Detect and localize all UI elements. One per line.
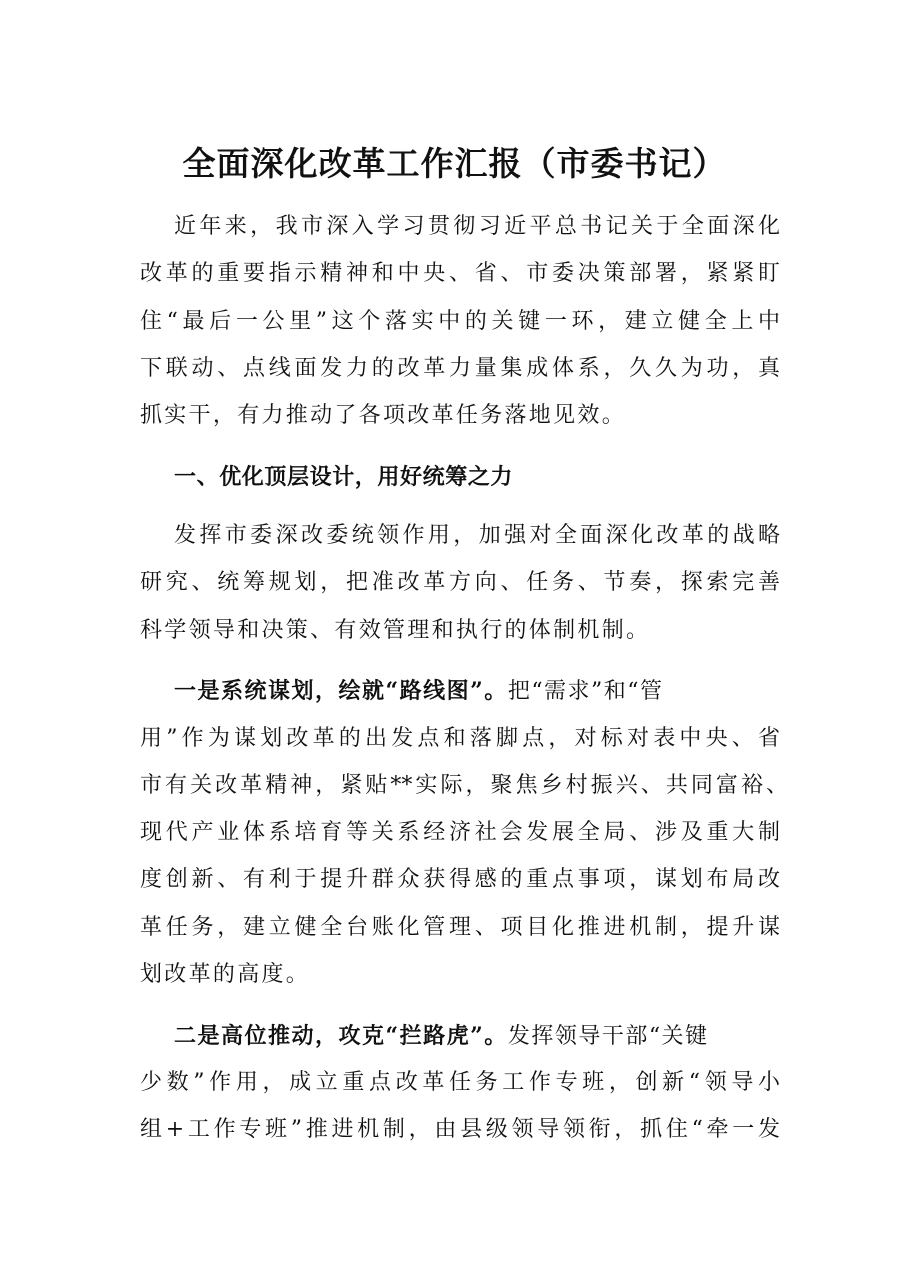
section1-line-1: 发挥市委深改委统领作用，加强对全面深化改革的战略	[174, 523, 780, 548]
section1-line-3: 科学领导和决策、有效管理和执行的体制机制。	[140, 618, 651, 643]
point2-first-line-rest: 发挥领导干部“关键	[507, 1024, 709, 1049]
point1-first-line-rest: 把“需求”和“管	[507, 679, 664, 704]
intro-line-3: 住“最后一公里”这个落实中的关键一环，建立健全上中	[140, 309, 780, 334]
intro-line-1: 近年来，我市深入学习贯彻习近平总书记关于全面深化	[174, 214, 780, 239]
intro-line-2: 改革的重要指示精神和中央、省、市委决策部署，紧紧盯	[140, 261, 780, 286]
point1-line-6: 革任务，建立健全台账化管理、项目化推进机制，提升谋	[140, 915, 780, 940]
point1-line-3: 市有关改革精神，紧贴**实际，聚焦乡村振兴、共同富裕、	[140, 773, 788, 798]
point2-first-line	[174, 1021, 780, 1051]
point1-line-7: 划改革的高度。	[140, 962, 311, 987]
point2-line-2: 少数”作用，成立重点改革任务工作专班，创新“领导小	[140, 1070, 780, 1095]
point1-lead: 一是系统谋划，绘就“路线图”。	[174, 678, 508, 704]
point1-line-2: 用”作为谋划改革的出发点和落脚点，对标对表中央、省	[140, 726, 780, 751]
point2-line-3: 组+工作专班”推进机制，由县级领导领衔，抓住“牵一发	[140, 1117, 780, 1142]
point1-line-4: 现代产业体系培育等关系经济社会发展全局、涉及重大制	[140, 820, 780, 845]
section1-line-2: 研究、统筹规划，把准改革方向、任务、节奏，探索完善	[140, 570, 780, 595]
point1-first-line	[174, 676, 780, 706]
intro-line-4: 下联动、点线面发力的改革力量集成体系，久久为功，真	[140, 356, 780, 381]
section-heading: 一、优化顶层设计，用好统筹之力	[174, 464, 514, 490]
point2-lead: 二是高位推动，攻克“拦路虎”。	[174, 1023, 508, 1049]
point1-line-5: 度创新、有利于提升群众获得感的重点事项，谋划布局改	[140, 867, 780, 892]
document-title: 全面深化改革工作汇报（市委书记）	[182, 144, 727, 183]
intro-line-5: 抓实干，有力推动了各项改革任务落地见效。	[140, 403, 627, 428]
